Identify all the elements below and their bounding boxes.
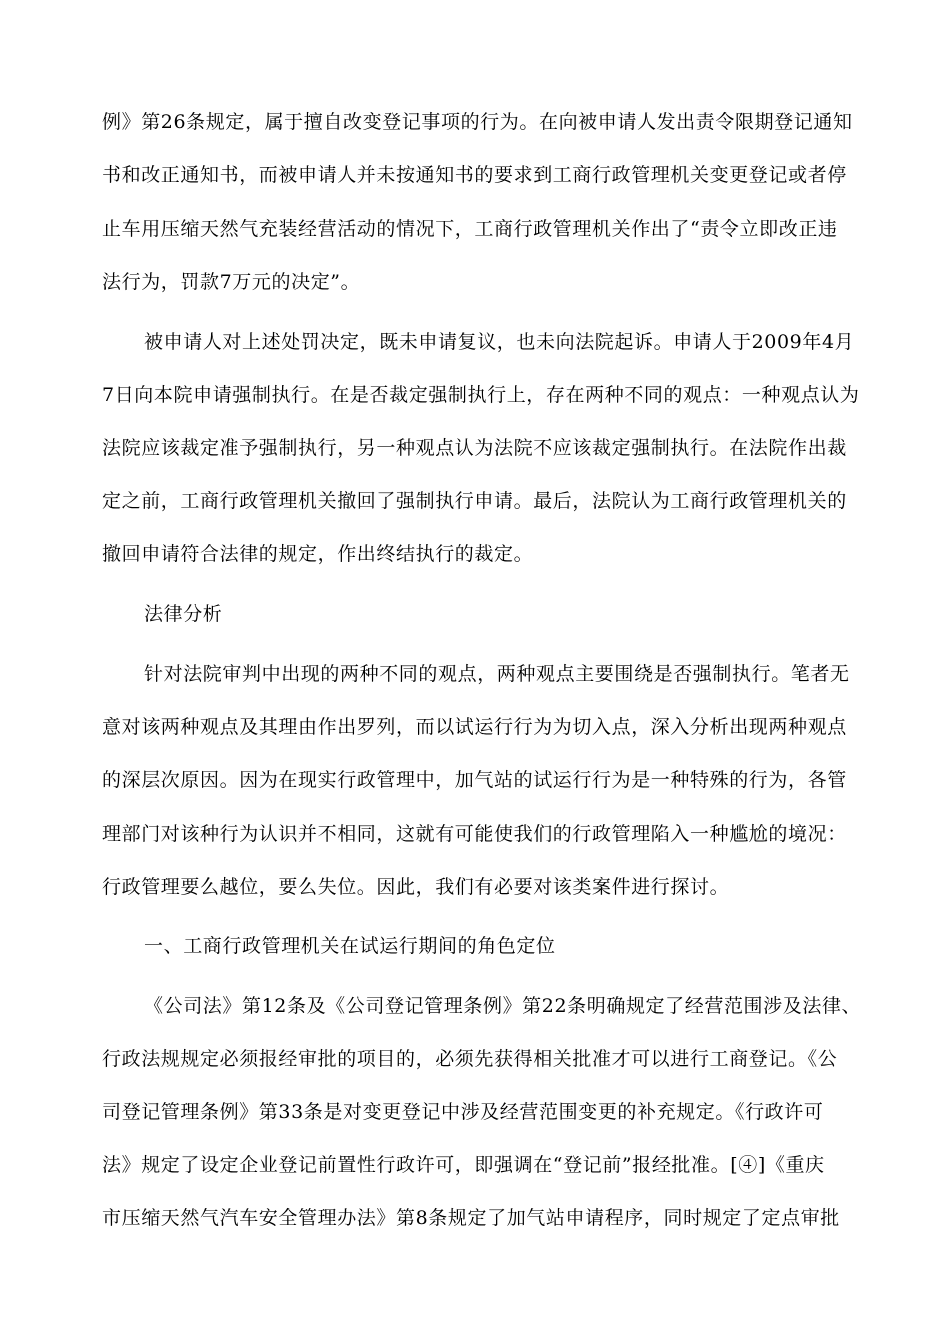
paragraph-4-line-2: 行政法规规定必须报经审批的项目的，必须先获得相关批准才可以进行工商登记。《公 bbox=[102, 1048, 838, 1070]
section-heading-legal-analysis: 法律分析 bbox=[144, 603, 223, 625]
paragraph-4-line-5: 市压缩天然气汽车安全管理办法》第8条规定了加气站申请程序，同时规定了定点审批 bbox=[102, 1207, 840, 1229]
paragraph-2-line-1: 被申请人对上述处罚决定，既未申请复议，也未向法院起诉。申请人于2009年4月 bbox=[144, 331, 855, 353]
paragraph-3-line-5: 行政管理要么越位，要么失位。因此，我们有必要对该类案件进行探讨。 bbox=[102, 876, 730, 898]
paragraph-3-line-4: 理部门对该种行为认识并不相同，这就有可能使我们的行政管理陷入一种尴尬的境况： bbox=[102, 823, 847, 845]
paragraph-1-line-3: 止车用压缩天然气充装经营活动的情况下，工商行政管理机关作出了“责令立即改正违 bbox=[102, 218, 838, 240]
paragraph-2-line-2: 7日向本院申请强制执行。在是否裁定强制执行上，存在两种不同的观点：一种观点认为 bbox=[102, 384, 860, 406]
paragraph-2-line-3: 法院应该裁定准予强制执行，另一种观点认为法院不应该裁定强制执行。在法院作出裁 bbox=[102, 437, 847, 459]
paragraph-4-line-1: 《公司法》第12条及《公司登记管理条例》第22条明确规定了经营范围涉及法律、 bbox=[144, 995, 862, 1017]
paragraph-2-line-5: 撤回申请符合法律的规定，作出终结执行的裁定。 bbox=[102, 543, 534, 565]
paragraph-1-line-2: 书和改正通知书，而被申请人并未按通知书的要求到工商行政管理机关变更登记或者停 bbox=[102, 164, 847, 186]
paragraph-3-line-3: 的深层次原因。因为在现实行政管理中，加气站的试运行行为是一种特殊的行为，各管 bbox=[102, 769, 847, 791]
section-heading-one: 一、工商行政管理机关在试运行期间的角色定位 bbox=[144, 935, 556, 957]
paragraph-4-line-4: 法》规定了设定企业登记前置性行政许可，即强调在“登记前”报经批准。[④]《重庆 bbox=[102, 1154, 825, 1176]
paragraph-1-line-4: 法行为，罚款7万元的决定”。 bbox=[102, 271, 361, 293]
paragraph-4-line-3: 司登记管理条例》第33条是对变更登记中涉及经营范围变更的补充规定。《行政许可 bbox=[102, 1101, 824, 1123]
paragraph-1-line-1: 例》第26条规定，属于擅自改变登记事项的行为。在向被申请人发出责令限期登记通知 bbox=[102, 111, 853, 133]
paragraph-3-line-2: 意对该两种观点及其理由作出罗列，而以试运行行为为切入点，深入分析出现两种观点 bbox=[102, 716, 847, 738]
paragraph-3-line-1: 针对法院审判中出现的两种不同的观点，两种观点主要围绕是否强制执行。笔者无 bbox=[144, 663, 850, 685]
paragraph-2-line-4: 定之前，工商行政管理机关撤回了强制执行申请。最后，法院认为工商行政管理机关的 bbox=[102, 490, 847, 512]
